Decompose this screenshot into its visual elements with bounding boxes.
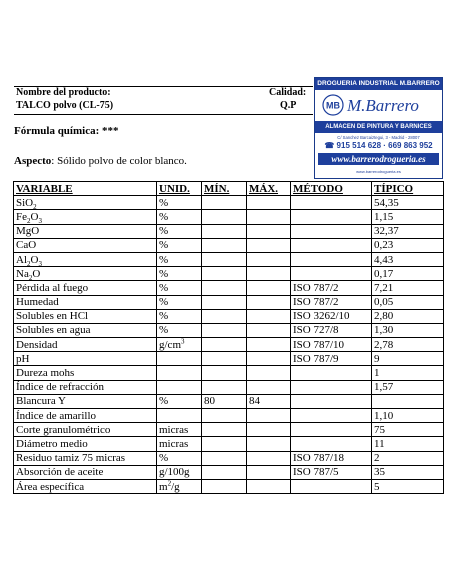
- cell-min: [202, 437, 247, 451]
- cell-typical: 1,30: [372, 323, 444, 337]
- table-row: [14, 323, 444, 337]
- cell-method: ISO 787/18: [291, 451, 372, 465]
- formula-line: [14, 125, 119, 137]
- cell-max: [247, 338, 291, 352]
- cell-max: [247, 252, 291, 266]
- logo-brand-mark: [321, 92, 437, 118]
- cell-typical: 0,17: [372, 267, 444, 281]
- cell-unit: %: [157, 267, 202, 281]
- cell-max: [247, 210, 291, 224]
- cell-max: [247, 465, 291, 479]
- cell-max: 84: [247, 394, 291, 408]
- cell-method: [291, 196, 372, 210]
- cell-variable: MgO: [14, 224, 157, 238]
- table-header-row: [14, 182, 444, 196]
- cell-unit: [157, 380, 202, 394]
- table-row: [14, 451, 444, 465]
- cell-method: [291, 479, 372, 493]
- table-row: [14, 437, 444, 451]
- table-row: [14, 281, 444, 295]
- cell-max: [247, 409, 291, 423]
- col-header-max: MÁX.: [247, 182, 291, 196]
- col-header-typical: TÍPICO: [372, 182, 444, 196]
- logo-address: C/ Sanchez Barcaiztegui, 3 - Madrid - 28007: [337, 135, 420, 140]
- cell-typical: 1,57: [372, 380, 444, 394]
- cell-min: [202, 210, 247, 224]
- cell-method: ISO 787/5: [291, 465, 372, 479]
- cell-typical: 2,78: [372, 338, 444, 352]
- table-row: [14, 394, 444, 408]
- cell-unit: micras: [157, 437, 202, 451]
- cell-unit: %: [157, 281, 202, 295]
- cell-max: [247, 224, 291, 238]
- cell-min: [202, 196, 247, 210]
- cell-unit: micras: [157, 423, 202, 437]
- cell-variable: Área específica: [14, 479, 157, 493]
- cell-min: 80: [202, 394, 247, 408]
- cell-unit: [157, 366, 202, 380]
- cell-variable: Solubles en agua: [14, 323, 157, 337]
- table-row: [14, 366, 444, 380]
- cell-unit: [157, 409, 202, 423]
- cell-unit: %: [157, 451, 202, 465]
- table-row: [14, 252, 444, 266]
- cell-min: [202, 309, 247, 323]
- cell-max: [247, 423, 291, 437]
- cell-method: [291, 394, 372, 408]
- cell-typical: 2: [372, 451, 444, 465]
- logo-phones: ☎ 915 514 628 · 669 863 952: [324, 141, 433, 150]
- table-row: [14, 352, 444, 366]
- cell-method: [291, 238, 372, 252]
- cell-method: ISO 787/2: [291, 281, 372, 295]
- table-body: [14, 196, 444, 494]
- cell-max: [247, 196, 291, 210]
- cell-typical: 35: [372, 465, 444, 479]
- cell-typical: 1,10: [372, 409, 444, 423]
- cell-unit: [157, 352, 202, 366]
- col-header-method: MÉTODO: [291, 182, 372, 196]
- cell-method: ISO 787/9: [291, 352, 372, 366]
- cell-variable: Diámetro medio: [14, 437, 157, 451]
- cell-method: ISO 3262/10: [291, 309, 372, 323]
- cell-min: [202, 423, 247, 437]
- logo-email: www.barrerodrogueria.es: [356, 169, 401, 174]
- cell-variable: $Fe_2O_3$: [14, 210, 157, 224]
- formula-label: Fórmula química:: [14, 125, 100, 137]
- logo-brand-text: M.Barrero: [347, 96, 419, 115]
- cell-min: [202, 451, 247, 465]
- cell-variable: Densidad: [14, 338, 157, 352]
- table-row: [14, 338, 444, 352]
- cell-max: [247, 295, 291, 309]
- table-row: [14, 224, 444, 238]
- cell-method: ISO 787/10: [291, 338, 372, 352]
- cell-typical: 1,15: [372, 210, 444, 224]
- cell-min: [202, 323, 247, 337]
- cell-max: [247, 380, 291, 394]
- cell-unit: %: [157, 309, 202, 323]
- table-row: [14, 380, 444, 394]
- cell-max: [247, 437, 291, 451]
- cell-unit: %: [157, 224, 202, 238]
- cell-variable: Blancura Y: [14, 394, 157, 408]
- product-name-value: TALCO polvo (CL-75): [16, 100, 114, 111]
- col-header-min: MÍN.: [202, 182, 247, 196]
- cell-min: [202, 238, 247, 252]
- cell-unit: $g/cm^3$: [157, 338, 202, 352]
- cell-unit: %: [157, 252, 202, 266]
- cell-method: [291, 252, 372, 266]
- cell-variable: pH: [14, 352, 157, 366]
- table-row: [14, 465, 444, 479]
- col-header-variable: VARIABLE: [14, 182, 157, 196]
- cell-unit: %: [157, 394, 202, 408]
- logo-top-band: DROGUERIA INDUSTRIAL M.BARRERO: [315, 78, 442, 90]
- cell-method: [291, 224, 372, 238]
- cell-variable: $Al_2O_3$: [14, 252, 157, 266]
- cell-min: [202, 380, 247, 394]
- cell-method: [291, 366, 372, 380]
- cell-max: [247, 267, 291, 281]
- aspect-line: [14, 155, 187, 167]
- cell-max: [247, 352, 291, 366]
- cell-max: [247, 366, 291, 380]
- cell-min: [202, 479, 247, 493]
- table-row: [14, 295, 444, 309]
- cell-method: [291, 210, 372, 224]
- cell-min: [202, 465, 247, 479]
- cell-variable: Humedad: [14, 295, 157, 309]
- cell-variable: SiO$_2$: [14, 196, 157, 210]
- cell-unit: %: [157, 323, 202, 337]
- table-row: [14, 409, 444, 423]
- cell-unit: %: [157, 238, 202, 252]
- cell-min: [202, 352, 247, 366]
- cell-max: [247, 323, 291, 337]
- cell-max: [247, 238, 291, 252]
- logo-subtitle: ALMACEN DE PINTURA Y BARNICES: [315, 121, 442, 133]
- properties-table: [13, 181, 444, 494]
- product-name-label: Nombre del producto:: [16, 87, 111, 98]
- logo-website: www.barrerodrogueria.es: [318, 153, 439, 165]
- cell-method: [291, 267, 372, 281]
- cell-min: [202, 366, 247, 380]
- cell-max: [247, 281, 291, 295]
- phone-icon: ☎: [324, 141, 335, 150]
- cell-unit: %: [157, 210, 202, 224]
- table-row: [14, 196, 444, 210]
- cell-method: ISO 727/8: [291, 323, 372, 337]
- cell-typical: 75: [372, 423, 444, 437]
- cell-min: [202, 295, 247, 309]
- col-header-unit: UNID.: [157, 182, 202, 196]
- cell-variable: CaO: [14, 238, 157, 252]
- cell-min: [202, 281, 247, 295]
- cell-unit: %: [157, 196, 202, 210]
- logo-monogram: MB: [326, 100, 340, 111]
- cell-unit: %: [157, 295, 202, 309]
- cell-typical: 9: [372, 352, 444, 366]
- cell-min: [202, 338, 247, 352]
- company-logo: [314, 77, 443, 179]
- cell-unit: $m^2/g$: [157, 479, 202, 493]
- cell-variable: Pérdida al fuego: [14, 281, 157, 295]
- cell-method: [291, 423, 372, 437]
- cell-typical: [372, 394, 444, 408]
- cell-min: [202, 267, 247, 281]
- table-row: [14, 267, 444, 281]
- cell-typical: 0,05: [372, 295, 444, 309]
- cell-typical: 54,35: [372, 196, 444, 210]
- cell-variable: Corte granulométrico: [14, 423, 157, 437]
- cell-variable: Índice de refracción: [14, 380, 157, 394]
- cell-typical: 1: [372, 366, 444, 380]
- table-row: [14, 309, 444, 323]
- cell-typical: 7,21: [372, 281, 444, 295]
- cell-max: [247, 479, 291, 493]
- cell-method: [291, 437, 372, 451]
- cell-variable: Dureza mohs: [14, 366, 157, 380]
- cell-typical: 11: [372, 437, 444, 451]
- cell-typical: 4,43: [372, 252, 444, 266]
- aspect-label: Aspecto: [14, 155, 52, 167]
- cell-method: [291, 380, 372, 394]
- cell-max: [247, 451, 291, 465]
- cell-typical: 0,23: [372, 238, 444, 252]
- cell-variable: Residuo tamiz 75 micras: [14, 451, 157, 465]
- cell-min: [202, 409, 247, 423]
- table-row: [14, 210, 444, 224]
- cell-typical: 32,37: [372, 224, 444, 238]
- cell-variable: $Na_2O$: [14, 267, 157, 281]
- cell-max: [247, 309, 291, 323]
- quality-label: Calidad:: [269, 87, 307, 98]
- cell-min: [202, 252, 247, 266]
- table-row: [14, 423, 444, 437]
- quality-value: Q.P: [280, 100, 297, 111]
- formula-value: ***: [102, 125, 119, 137]
- cell-unit: g/100g: [157, 465, 202, 479]
- cell-variable: Solubles en HCl: [14, 309, 157, 323]
- aspect-value: : Sólido polvo de color blanco.: [51, 155, 187, 167]
- cell-method: ISO 787/2: [291, 295, 372, 309]
- table-row: [14, 238, 444, 252]
- cell-method: [291, 409, 372, 423]
- cell-typical: 5: [372, 479, 444, 493]
- cell-typical: 2,80: [372, 309, 444, 323]
- cell-variable: Índice de amarillo: [14, 409, 157, 423]
- table-row: [14, 479, 444, 493]
- cell-min: [202, 224, 247, 238]
- cell-variable: Absorción de aceite: [14, 465, 157, 479]
